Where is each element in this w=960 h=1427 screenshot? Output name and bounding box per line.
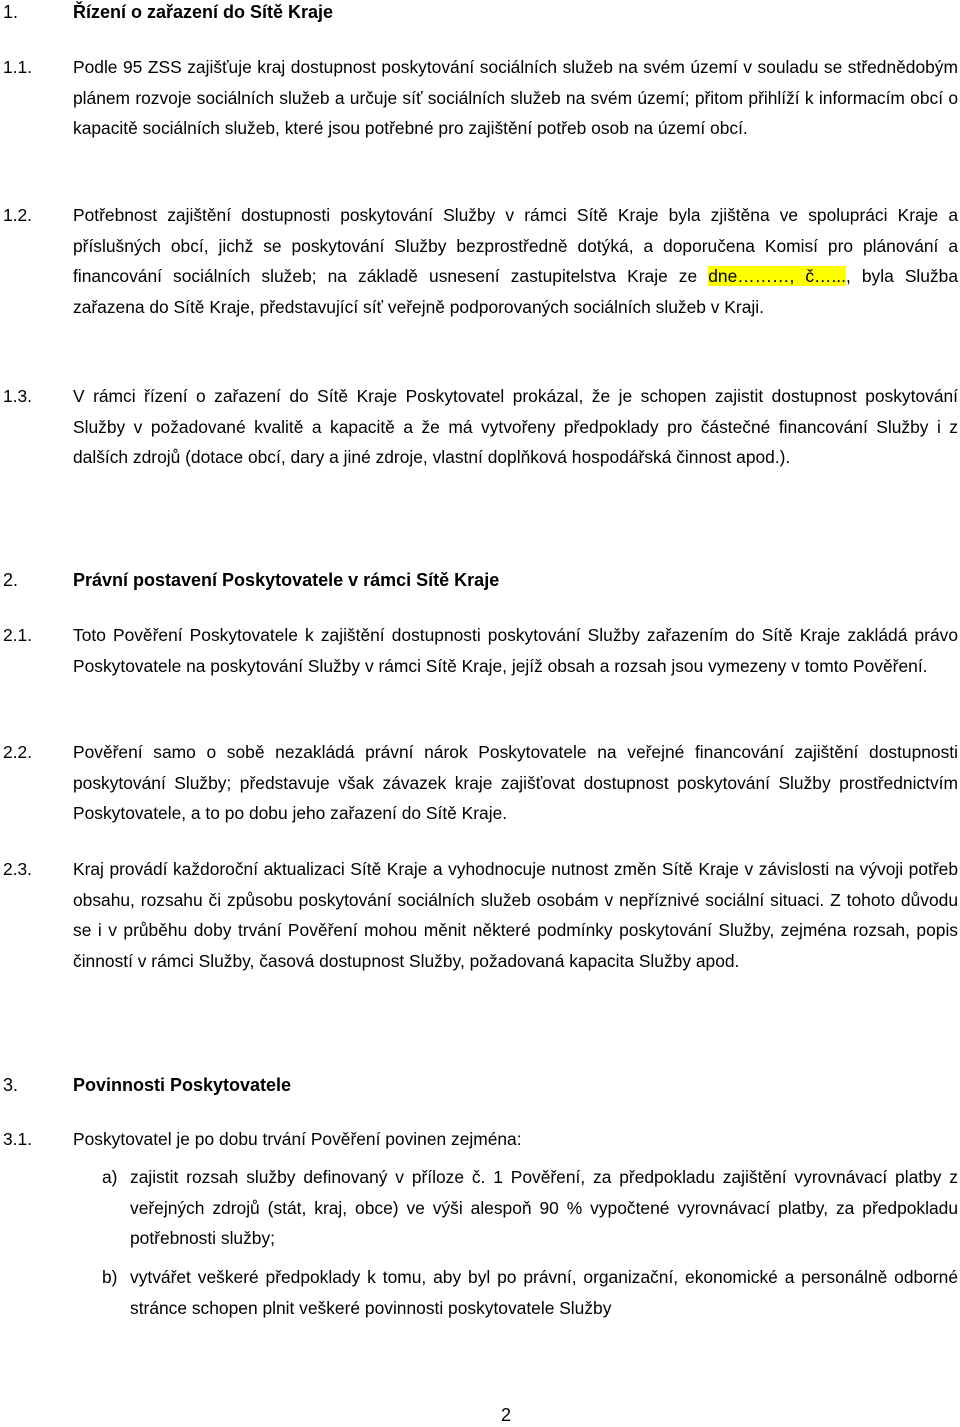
page-number: 2 [500, 1405, 511, 1425]
section-number: 1. [3, 2, 19, 22]
paragraph-number: 2.1. [3, 625, 33, 645]
list-item-marker: a) [102, 1167, 118, 1187]
paragraph-text: Podle 95 ZSS zajišťuje kraj dostupnost poskytování sociálních služeb na svém území v souladu se střednědobým plánem rozvoje sociálních služeb a určuje síť sociálních služeb na svém území; přitom přihlíží k informacím obcí o kapacitě sociálních služeb, které jsou potřebné pro zajištění potřeb osob na území obcí. [73, 57, 958, 139]
paragraph-number: 2.3. [3, 859, 33, 879]
list-item-text: zajistit rozsah služby definovaný v příloze č. 1 Pověření, za předpokladu zajištění vyrovnávací platby z veřejných zdrojů (stát, kraj, obce) ve výši alespoň 90 % vypočtené vyrovnávací platby, za předpokladu potřebnosti služby; [130, 1167, 958, 1249]
paragraph-number: 3.1. [3, 1129, 33, 1149]
paragraph-text-start: Potřebnost zajištění dostupnosti poskytování Služby v rámci Sítě Kraje byla zjištěna ve spolupráci Kraje a příslušných obcí, jichž se poskytování Služby bezprostředně dotýká, a doporučena Komisí pro plánování a financování sociálních služeb; na základě usnesení zastupitelstva Kraje ze [73, 205, 958, 287]
paragraph-number: 1.1. [3, 57, 33, 77]
highlighted-placeholder: dne………, č…... [708, 266, 846, 287]
list-item-text: vytvářet veškeré předpoklady k tomu, aby byl po právní, organizační, ekonomické a personálně odborné stránce schopen plnit veškeré povinnosti poskytovatele Služby [130, 1267, 958, 1318]
paragraph [0, 854, 960, 976]
section-title: Povinnosti Poskytovatele [73, 1075, 292, 1095]
paragraph [0, 52, 960, 144]
paragraph [0, 200, 960, 322]
paragraph-text: Kraj provádí každoroční aktualizaci Sítě Kraje a vyhodnocuje nutnost změn Sítě Kraje v závislosti na vývoji potřeb obsahu, rozsahu či způsobu poskytování sociálních služeb osobám v nepříznivé sociální situaci. Z tohoto důvodu se i v průběhu doby trvání Pověření mohou měnit některé podmínky poskytování Služby, zejména rozsah, popis činností v rámci Služby, časová dostupnost Služby, požadovaná kapacita Služby apod. [73, 859, 958, 971]
paragraph-number: 2.2. [3, 742, 33, 762]
paragraph-text: Pověření samo o sobě nezakládá právní nárok Poskytovatele na veřejné financování zajištění dostupnosti poskytování Služby; představuje však závazek kraje zajišťovat dostupnost poskytování Služby prostřednictvím Poskytovatele, a to po dobu jeho zařazení do Sítě Kraje. [73, 742, 958, 824]
paragraph-text: Poskytovatel je po dobu trvání Pověření povinen zejména: [73, 1129, 522, 1149]
paragraph-text: Toto Pověření Poskytovatele k zajištění dostupnosti poskytování Služby zařazením do Sítě Kraje zakládá právo Poskytovatele na poskytování Služby v rámci Sítě Kraje, jejíž obsah a rozsah jsou vymezeny v tomto Pověření. [73, 625, 958, 676]
paragraph-text [73, 200, 958, 322]
paragraph-number: 1.2. [3, 205, 33, 225]
section-number: 2. [3, 570, 19, 590]
section-number: 3. [3, 1075, 19, 1095]
list-item-marker: b) [102, 1267, 118, 1287]
section-title: Právní postavení Poskytovatele v rámci Sítě Kraje [73, 570, 500, 590]
paragraph [0, 381, 960, 473]
paragraph [0, 620, 960, 681]
paragraph [0, 1124, 960, 1155]
list-item [0, 1262, 960, 1323]
paragraph [0, 737, 960, 829]
paragraph-text: V rámci řízení o zařazení do Sítě Kraje Poskytovatel prokázal, že je schopen zajistit dostupnost poskytování Služby v požadované kvalitě a kapacitě a že má vytvořeny předpoklady pro částečné financování Služby i z dalších zdrojů (dotace obcí, dary a jiné zdroje, vlastní doplňková hospodářská činnost apod.). [73, 386, 958, 468]
section-title: Řízení o zařazení do Sítě Kraje [73, 2, 334, 22]
list-item [0, 1162, 960, 1254]
paragraph-text-end: , byla Služba zařazena do Sítě Kraje, představující síť veřejně podporovaných sociálních služeb v Kraji. [73, 266, 959, 317]
paragraph-number: 1.3. [3, 386, 33, 406]
